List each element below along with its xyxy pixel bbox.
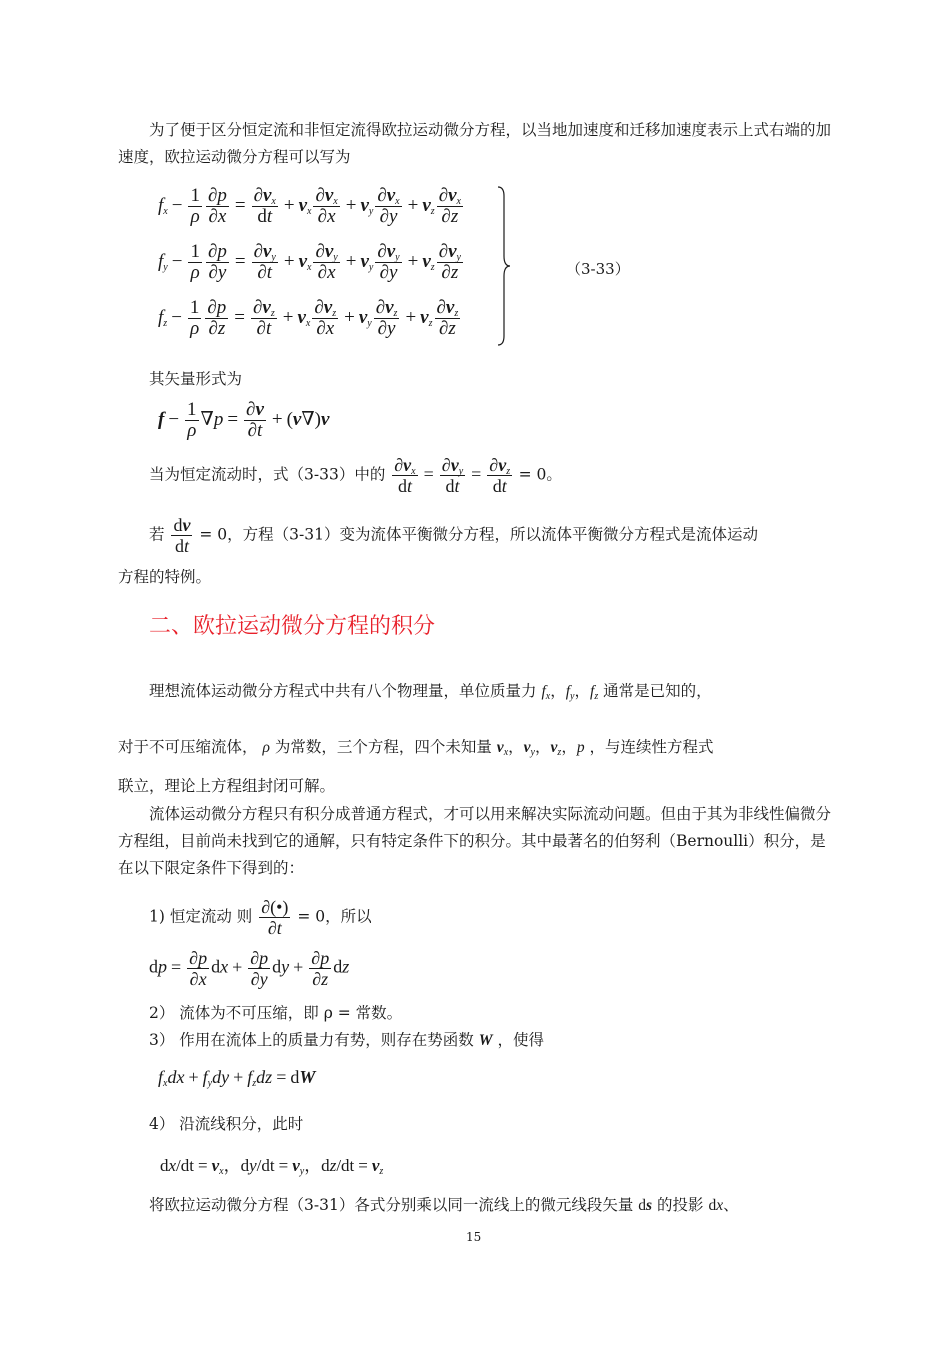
euler-equation-y: $f_y$ − $\frac{1}{\rho}$ $\frac{\partial p}{\partial y}$ = $\frac{\partial v_y}{\partial t}$ + $v_x$ $\frac{\partial v_y}{\partial x}$ + $v_y$ $\frac{\partial v_y}{\partial y}$ + $v_z$ $\frac{\partial v_y}{\partial z}$ — [158, 241, 461, 283]
special-case-line: 若 $\frac{dv}{dt}$ = 0，方程（3-31）变为流体平衡微分方程，所以流体平衡微分方程式是流体运动 — [149, 515, 758, 556]
condition-4: 4） 沿流线积分，此时 — [149, 1115, 304, 1133]
paragraph-bernoulli: 流体运动微分方程只有积分成普通方程式，才可以用来解决实际流动问题。但由于其为非线性偏微分方程组，目前尚未找到它的通解，只有特定条件下的积分。其中最著名的伯努利（Bernoulli）积分，是在以下限定条件下得到的： — [118, 805, 832, 877]
special-case-text: = 0，方程（3-31）变为流体平衡微分方程，所以流体平衡微分方程式是流体运动 — [199, 525, 758, 544]
last-paragraph-text: 将欧拉运动微分方程（3-31）各式分别乘以同一流线上的微元线段矢量 — [149, 1196, 634, 1214]
streamline-equation: $dx/dt = v_x$，$dy/dt = v_y$，$dz/dt = v_z$ — [160, 1156, 384, 1177]
condition-3: 3） 作用在流体上的质量力有势，则存在势函数 W ，使得 — [149, 1031, 544, 1049]
condition-2: 2） 流体为不可压缩，即 ρ = 常数。 — [149, 1004, 403, 1022]
last-paragraph-middle: 的投影 — [657, 1196, 704, 1214]
total-differential-equation: dp = $\frac{\partial p}{\partial x}$ dx + $\frac{\partial p}{\partial y}$ dy + $\frac{\partial p}{\partial z}$ dz — [149, 948, 350, 989]
para1-text: 理想流体运动微分方程式中共有八个物理量，单位质量力 — [149, 682, 537, 700]
section-heading: 二、欧拉运动微分方程的积分 — [149, 614, 436, 639]
paragraph-eight-quantities: 理想流体运动微分方程式中共有八个物理量，单位质量力 $f_x$，$f_y$，$f_z$ 通常是已知的， — [149, 682, 712, 702]
steady-flow-line: 当为恒定流动时，式（3-33）中的 $\frac{\partial v_x}{dt}$ = $\frac{\partial v_y}{dt}$ = $\frac{\partial v_z}{dt}$ = 0。 — [149, 455, 562, 496]
condition-3-text: 3） 作用在流体上的质量力有势，则存在势函数 — [149, 1031, 474, 1049]
steady-flow-text: 当为恒定流动时，式（3-33）中的 — [149, 465, 386, 484]
if-text: 若 — [149, 525, 165, 544]
euler-equation-x: $f_x$ − $\frac{1}{\rho}$ $\frac{\partial p}{\partial x}$ = $\frac{\partial v_x}{dt}$ + $v_x$ $\frac{\partial v_x}{\partial x}$ + $v_y$ $\frac{\partial v_x}{\partial y}$ + $v_z$ $\frac{\partial v_x}{\partial z}$ — [158, 185, 461, 227]
special-case-text-2: 方程的特例。 — [118, 568, 212, 586]
vector-form-equation: f − $\frac{1}{\rho}$ ∇p = $\frac{\partial v}{\partial t}$ + (v∇)v — [158, 399, 330, 441]
para1-end: 通常是已知的， — [603, 682, 712, 700]
right-brace — [497, 186, 511, 346]
vector-form-label: 其矢量形式为 — [149, 370, 243, 388]
condition-1: 1) 恒定流动 则 $\frac{\partial(•)}{\partial t}$ = 0，所以 — [149, 897, 372, 938]
para2-text: 对于不可压缩流体， — [118, 738, 258, 756]
euler-equation-z: $f_z$ − $\frac{1}{\rho}$ $\frac{\partial p}{\partial z}$ = $\frac{\partial v_z}{\partial t}$ + $v_x$ $\frac{\partial v_z}{\partial x}$ + $v_y$ $\frac{\partial v_z}{\partial y}$ + $v_z$ $\frac{\partial v_z}{\partial z}$ — [158, 297, 459, 339]
para2-end: ，与连续性方程式 — [589, 738, 714, 756]
condition-1-end: = 0，所以 — [297, 907, 372, 926]
condition-3-end: ，使得 — [497, 1031, 544, 1049]
paragraph-incompressible: 对于不可压缩流体， ρ 为常数，三个方程，四个未知量 $v_x$，$v_y$，$v_z$，p ，与连续性方程式 — [118, 738, 714, 758]
paragraph-closed-system: 联立，理论上方程组封闭可解。 — [118, 777, 336, 795]
potential-equation: $f_xdx + f_ydy + f_zdz$ = dW — [158, 1067, 316, 1089]
steady-flow-end: = 0。 — [518, 465, 562, 484]
last-paragraph: 将欧拉运动微分方程（3-31）各式分别乘以同一流线上的微元线段矢量 ds 的投影 dx、 — [149, 1196, 739, 1214]
intro-paragraph: 为了便于区分恒定流和非恒定流得欧拉运动微分方程，以当地加速度和迁移加速度表示上式右端的加速度，欧拉运动微分方程可以写为 — [118, 121, 832, 166]
equation-number: （3-33） — [566, 260, 630, 278]
page-number: 15 — [466, 1230, 482, 1244]
para2-middle: 为常数，三个方程，四个未知量 — [274, 738, 492, 756]
condition-1-text: 1) 恒定流动 则 — [149, 907, 253, 926]
